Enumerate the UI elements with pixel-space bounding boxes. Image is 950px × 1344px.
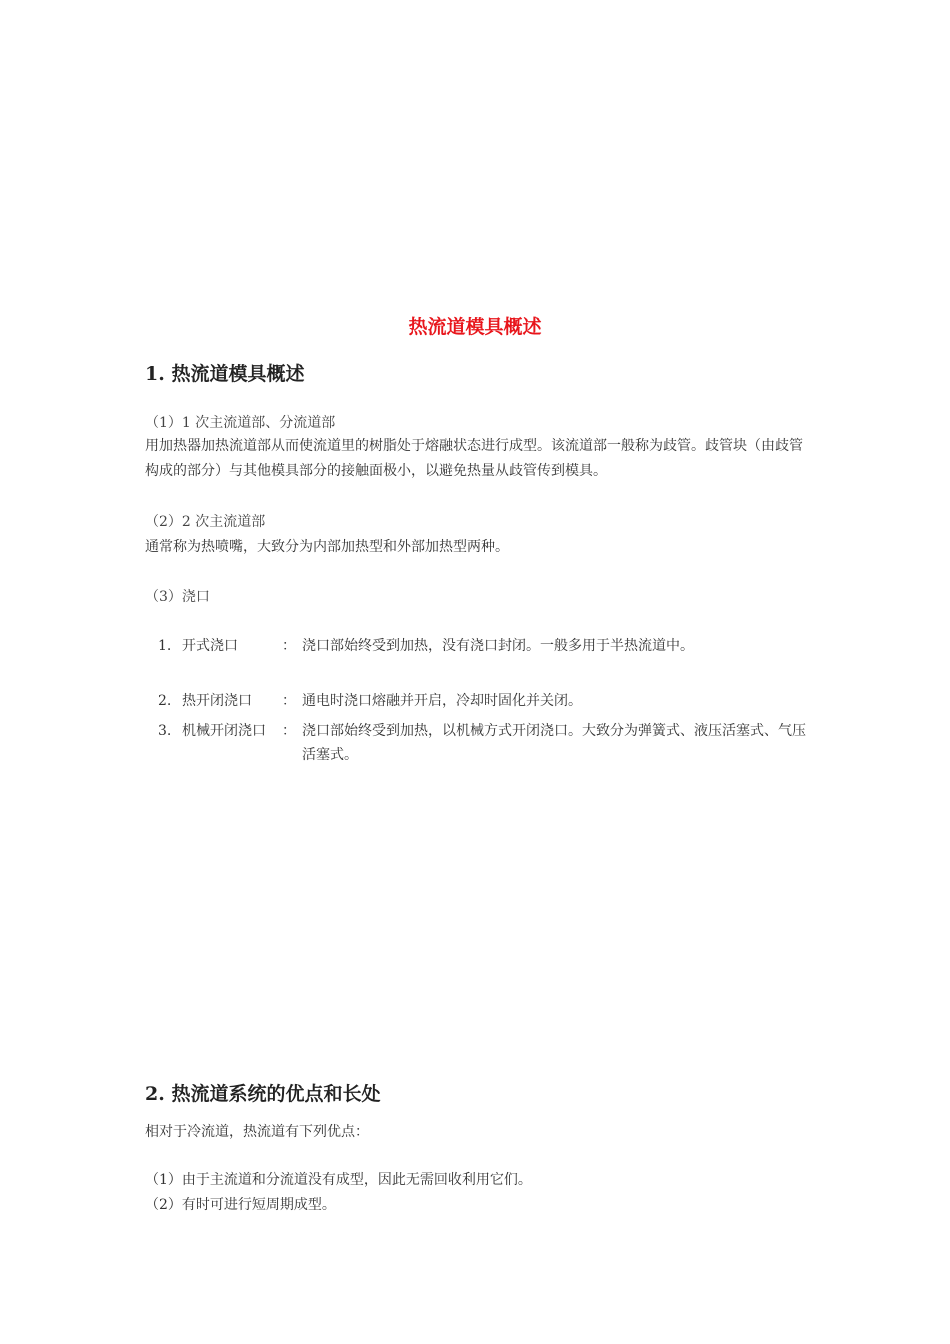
gate-3-number: 3. — [158, 723, 172, 739]
item-1-text: 用加热器加热流道部从而使流道里的树脂处于熔融状态进行成型。该流道部一般称为歧管。歧管块（由歧管构成的部分）与其他模具部分的接触面极小，以避免热量从歧管传到模具。 — [145, 438, 803, 479]
gate-3-description: 浇口部始终受到加热，以机械方式开闭浇口。大致分为弹簧式、液压活塞式、气压活塞式。 — [302, 723, 806, 763]
gate-1-number: 1. — [158, 638, 172, 654]
gate-3-colon: ： — [282, 723, 296, 739]
advantage-1: （1）由于主流道和分流道没有成型，因此无需回收利用它们。 — [145, 1172, 532, 1188]
document-title: 热流道模具概述 — [408, 316, 542, 338]
gate-2-colon: ： — [282, 693, 296, 709]
section-2-heading: 2. 热流道系统的优点和长处 — [145, 1083, 381, 1105]
gate-2-description: 通电时浇口熔融并开启，冷却时固化并关闭。 — [302, 693, 582, 709]
gate-2-number: 2. — [158, 693, 172, 709]
section-2-intro: 相对于冷流道，热流道有下列优点： — [145, 1124, 369, 1140]
advantage-2: （2）有时可进行短周期成型。 — [145, 1197, 336, 1213]
item-1-label: （1）1 次主流道部、分流道部 — [145, 415, 336, 431]
item-2-label: （2）2 次主流道部 — [145, 514, 266, 530]
item-3-label: （3）浇口 — [145, 589, 210, 605]
section-1-heading: 1. 热流道模具概述 — [145, 363, 305, 385]
item-2-text: 通常称为热喷嘴，大致分为内部加热型和外部加热型两种。 — [145, 539, 509, 555]
gate-1-colon: ： — [282, 638, 296, 654]
gate-1-name: 开式浇口 — [182, 638, 238, 654]
gate-3-name: 机械开闭浇口 — [182, 723, 266, 739]
gate-2-name: 热开闭浇口 — [182, 693, 252, 709]
gate-1-description: 浇口部始终受到加热，没有浇口封闭。一般多用于半热流道中。 — [302, 638, 694, 654]
